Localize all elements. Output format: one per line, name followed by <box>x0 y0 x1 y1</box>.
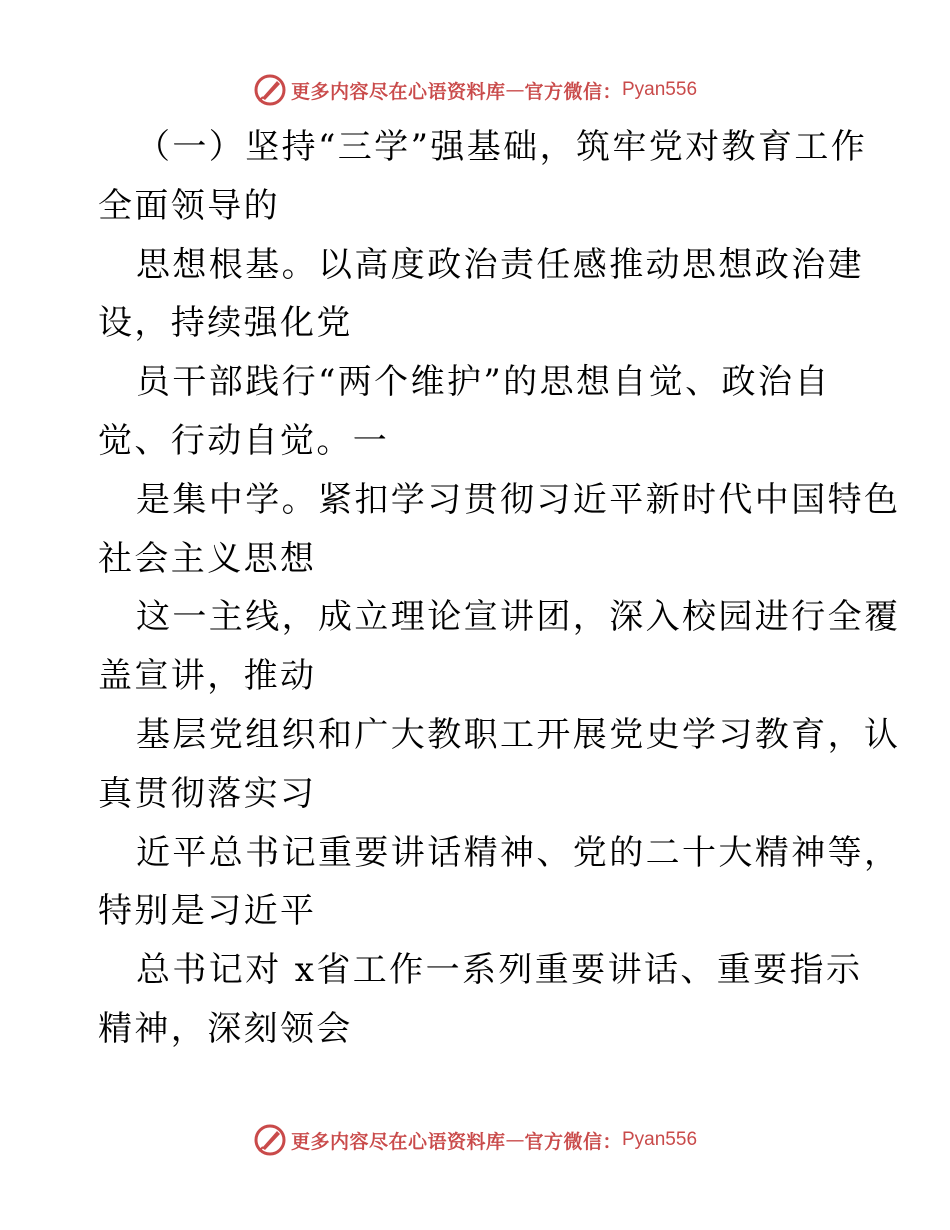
text-line: 基层党组织和广大教职工开展党史学习教育，认 <box>136 714 901 755</box>
quill-logo-icon <box>253 1123 287 1157</box>
text-line: 觉、行动自觉。一 <box>98 420 390 461</box>
text-line: 社会主义思想 <box>98 538 317 579</box>
text-line: 员干部践行“两个维护”的思想自觉、政治自 <box>136 362 831 403</box>
text-line: 盖宣讲，推动 <box>98 656 317 697</box>
text-line: 总书记对 x省工作一系列重要讲话、重要指示 <box>136 950 863 991</box>
text-line: 设，持续强化党 <box>98 303 353 344</box>
watermark-wechat-label: 官方微信： <box>524 80 622 103</box>
watermark-separator: — <box>505 1129 525 1151</box>
watermark-separator: — <box>505 79 525 101</box>
quill-logo-icon <box>253 73 287 107</box>
text-line: 近平总书记重要讲话精神、党的二十大精神等， <box>136 832 901 873</box>
text-line: 特别是习近平 <box>98 891 317 932</box>
text-line: 思想根基。以高度政治责任感推动思想政治建 <box>136 244 864 285</box>
watermark-wechat-id: Pyan556 <box>622 79 698 100</box>
document-body <box>98 118 901 1059</box>
footer-watermark <box>0 1120 950 1160</box>
text-line: 精神，深刻领会 <box>98 1008 353 1049</box>
header-watermark <box>0 70 950 110</box>
watermark-wechat-label: 官方微信： <box>524 1130 622 1153</box>
text-line: 真贯彻落实习 <box>98 773 317 814</box>
watermark-wechat-id: Pyan556 <box>622 1129 698 1150</box>
text-line: 是集中学。紧扣学习贯彻习近平新时代中国特色 <box>136 479 901 520</box>
text-line: （一）坚持“三学”强基础，筑牢党对教育工作 <box>136 127 868 167</box>
text-line: 全面领导的 <box>98 185 280 226</box>
watermark-site-text: 更多内容尽在心语资料库 <box>290 80 506 103</box>
text-line: 这一主线，成立理论宣讲团，深入校园进行全覆 <box>136 597 901 638</box>
watermark-site-text: 更多内容尽在心语资料库 <box>290 1130 506 1153</box>
